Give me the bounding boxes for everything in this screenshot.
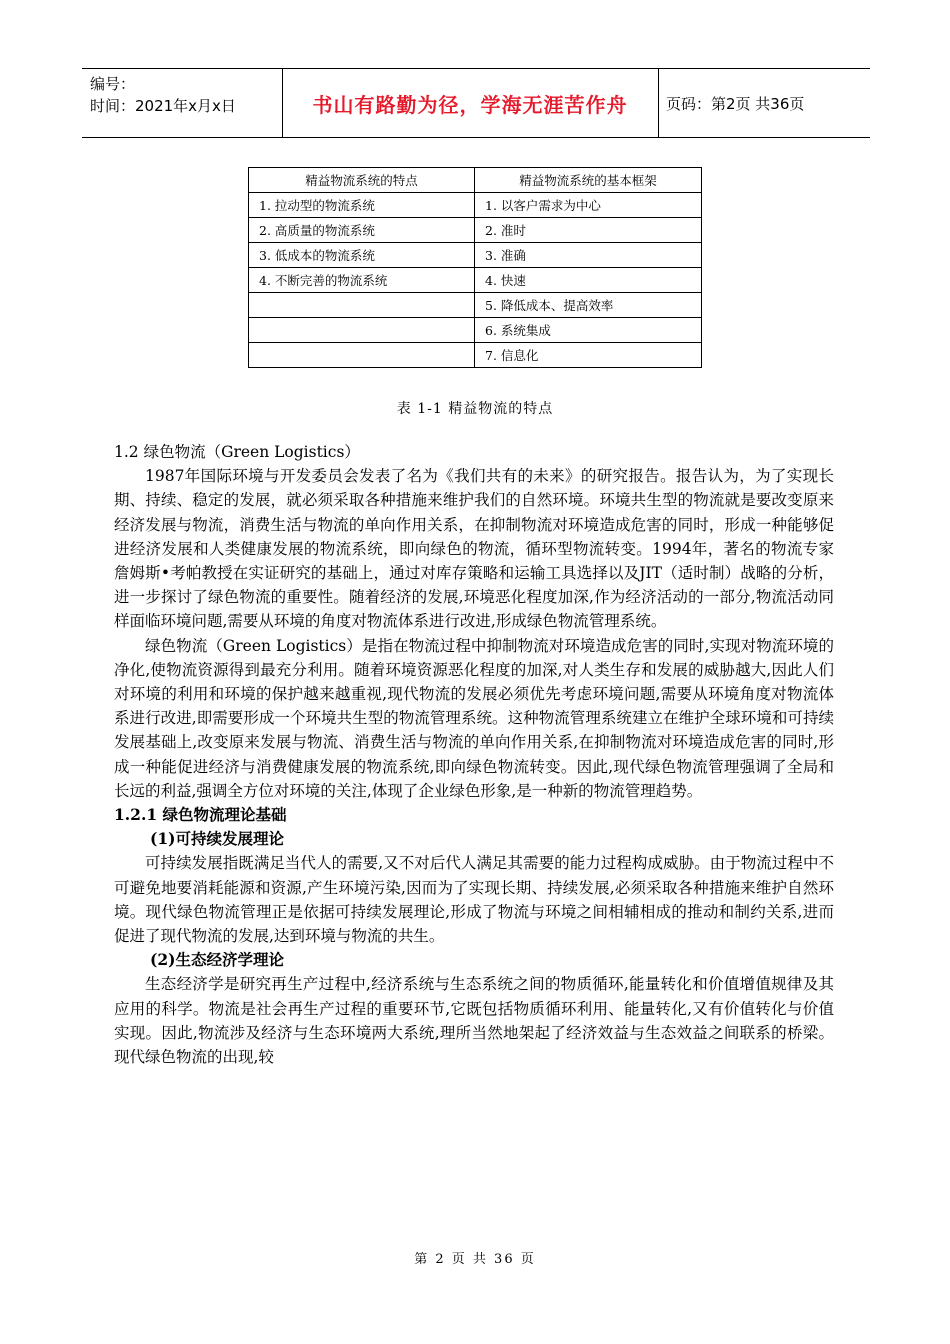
table-cell: 3. 低成本的物流系统 bbox=[249, 243, 475, 268]
header-motto: 书山有路勤为径，学海无涯苦作舟 bbox=[312, 92, 628, 117]
table-cell: 4. 不断完善的物流系统 bbox=[249, 268, 475, 293]
table-row bbox=[249, 318, 702, 343]
table-cell: 7. 信息化 bbox=[475, 343, 702, 368]
table-header-cell: 精益物流系统的基本框架 bbox=[475, 168, 702, 193]
theory-heading: (2)生态经济学理论 bbox=[150, 950, 284, 970]
header-divider bbox=[658, 69, 659, 137]
page-footer: 第 2 页 共 36 页 bbox=[414, 1252, 536, 1267]
table-row bbox=[249, 343, 702, 368]
table-cell: 1. 以客户需求为中心 bbox=[475, 193, 702, 218]
table-cell: 4. 快速 bbox=[475, 268, 702, 293]
table-cell: 5. 降低成本、提高效率 bbox=[475, 293, 702, 318]
table-cell: 1. 拉动型的物流系统 bbox=[249, 193, 475, 218]
section-heading: 1.2 绿色物流（Green Logistics） bbox=[114, 443, 360, 461]
paragraph: 生态经济学是研究再生产过程中,经济系统与生态系统之间的物质循环,能量转化和价值增值规律及其应用的科学。物流是社会再生产过程的重要环节,它既包括物质循环利用、能量转化,又有价值转化与价值实现。因此,物流涉及经济与生态环境两大系统,理所当然地架起了经济效益与生态效益之间联系的桥梁。现代绿色物流的出现,较 bbox=[114, 975, 834, 1067]
table-row bbox=[249, 218, 702, 243]
theory-heading: (1)可持续发展理论 bbox=[150, 829, 284, 849]
paragraph: 可持续发展指既满足当代人的需要,又不对后代人满足其需要的能力过程构成威胁。由于物流过程中不可避免地要消耗能源和资源,产生环境污染,因而为了实现长期、持续发展,必须采取各种措施来维护自然环境。现代绿色物流管理正是依据可持续发展理论,形成了物流与环境之间相辅相成的推动和制约关系,进而促进了现代物流的发展,达到环境与物流的共生。 bbox=[114, 854, 834, 946]
document-body bbox=[114, 440, 834, 1069]
table-caption: 表 1-1 精益物流的特点 bbox=[396, 401, 554, 417]
document-date: 时间：2021年x月x日 bbox=[90, 97, 236, 115]
table-cell bbox=[249, 343, 475, 368]
table-row bbox=[249, 268, 702, 293]
table-cell: 2. 高质量的物流系统 bbox=[249, 218, 475, 243]
lean-logistics-table bbox=[248, 167, 702, 368]
table-cell bbox=[249, 293, 475, 318]
table-row bbox=[249, 243, 702, 268]
paragraph: 1987年国际环境与开发委员会发表了名为《我们共有的未来》的研究报告。报告认为，为了实现长期、持续、稳定的发展，就必须采取各种措施来维护我们的自然环境。环境共生型的物流就是要改变原来经济发展与物流，消费生活与物流的单向作用关系，在抑制物流对环境造成危害的同时，形成一种能够促进经济发展和人类健康发展的物流系统，即向绿色的物流，循环型物流转变。1994年，著名的物流专家詹姆斯•考帕教授在实证研究的基础上，通过对库存策略和运输工具选择以及JIT（适时制）战略的分析，进一步探讨了绿色物流的重要性。随着经济的发展,环境恶化程度加深,作为经济活动的一部分,物流活动同样面临环境问题,需要从环境的角度对物流体系进行改进,形成绿色物流管理系统。 bbox=[114, 467, 834, 631]
table-header-cell: 精益物流系统的特点 bbox=[249, 168, 475, 193]
table-cell bbox=[249, 318, 475, 343]
header-page-info: 页码：第2页 共36页 bbox=[666, 95, 805, 113]
header-meta bbox=[90, 73, 280, 117]
table-cell: 6. 系统集成 bbox=[475, 318, 702, 343]
table-row bbox=[249, 293, 702, 318]
table-header-row bbox=[249, 168, 702, 193]
table-cell: 2. 准时 bbox=[475, 218, 702, 243]
table-row bbox=[249, 193, 702, 218]
paragraph: 绿色物流（Green Logistics）是指在物流过程中抑制物流对环境造成危害的同时,实现对物流环境的净化,使物流资源得到最充分利用。随着环境资源恶化程度的加深,对人类生存和发展的威胁越大,因此人们对环境的利用和环境的保护越来越重视,现代物流的发展必须优先考虑环境问题,需要从环境角度对物流体系进行改进,即需要形成一个环境共生型的物流管理系统。这种物流管理系统建立在维护全球环境和可持续发展基础上,改变原来发展与物流、消费生活与物流的单向作用关系,在抑制物流对环境造成危害的同时,形成一种能促进经济与消费健康发展的物流系统,即向绿色物流转变。因此,现代绿色物流管理强调了全局和长远的利益,强调全方位对环境的关注,体现了企业绿色形象,是一种新的物流管理趋势。 bbox=[114, 636, 834, 800]
table-cell: 3. 准确 bbox=[475, 243, 702, 268]
subsection-heading: 1.2.1 绿色物流理论基础 bbox=[114, 805, 287, 825]
page-header bbox=[82, 68, 870, 138]
document-number-label: 编号： bbox=[90, 75, 136, 93]
